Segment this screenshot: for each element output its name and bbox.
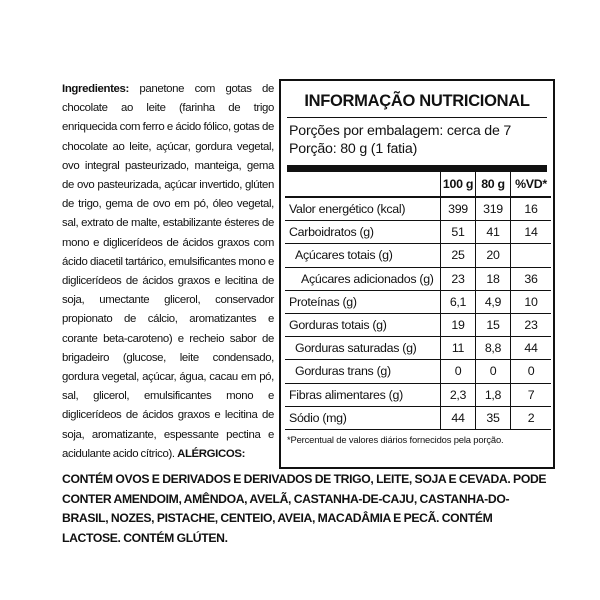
value-vd: 36: [511, 267, 552, 290]
nutrient-name: Gorduras saturadas (g): [285, 337, 441, 360]
value-80g: 35: [476, 406, 511, 429]
value-vd: 0: [511, 360, 552, 383]
nutrient-name: Gorduras totais (g): [285, 313, 441, 336]
nutrient-name: Açúcares adicionados (g): [285, 267, 441, 290]
table-row: [285, 221, 551, 244]
value-80g: 4,9: [476, 290, 511, 313]
nutrition-title: INFORMAÇÃO NUTRICIONAL: [304, 92, 530, 110]
value-100g: 6,1: [441, 290, 476, 313]
value-vd: 10: [511, 290, 552, 313]
table-row: [285, 406, 551, 429]
table-row: [285, 244, 551, 267]
value-100g: 51: [441, 221, 476, 244]
value-vd: 2: [511, 406, 552, 429]
table-row: [285, 267, 551, 290]
nutrition-facts-panel: [279, 79, 555, 469]
table-row: [285, 197, 551, 221]
value-vd: 44: [511, 337, 552, 360]
ingredients-paragraph: [62, 80, 274, 464]
nutrient-name: Açúcares totais (g): [285, 244, 441, 267]
value-80g: 8,8: [476, 337, 511, 360]
allergens-text: CONTÉM OVOS E DERIVADOS E DERIVADOS DE TRIGO, LEITE, SOJA E CEVADA. PODE CONTER AMENDOIM, AMÊNDOA, AVELÃ, CASTANHA-DE-CAJU, CASTANHA-DO-BRASIL, NOZES, PISTACHE, CENTEIO, AVEIA, MACADÂMIA E PECÃ. CONTÉM LACTOSE. CONTÉM GLÚTEN.: [62, 472, 547, 545]
nutrition-table: [285, 172, 551, 430]
footnote: *Percentual de valores diários fornecidos pela porção.: [287, 433, 504, 445]
nutrient-name: Gorduras trans (g): [285, 360, 441, 383]
value-100g: 44: [441, 406, 476, 429]
ingredients-text: panetone com gotas de chocolate ao leite (farinha de trigo enriquecida com ferro e ácido fólico, gotas de chocolate ao leite, açúcar, gordura vegetal, ovo integral pasteurizado, manteiga, gema de ovo pasteurizada, açúcar invertido, glúten de trigo, gema de ovo em pó, óleo vegetal, sal, extrato de malte, estabilizante ésteres de mono e diglicerídeos de ácidos graxos com ácido diacetil tartárico, emulsificantes mono e diglicerídeos de ácidos graxos e lecitina de soja, umectante glicerol, conservador propionato de cálcio, aromatizantes e corante beta-caroteno) e recheio sabor de brigadeiro (glucose, leite condensado, gordura vegetal, açúcar, água, cacau em pó, sal, glicerol, emulsificantes mono e diglicerídeos de ácidos graxos e lecitina de soja, aromatizante, espessante pectina e acidulante acido cítrico).: [62, 83, 274, 460]
table-row: [285, 337, 551, 360]
value-vd: 16: [511, 197, 552, 221]
thick-divider: [287, 165, 547, 172]
table-row: [285, 313, 551, 336]
value-100g: 25: [441, 244, 476, 267]
serving-size: Porção: 80 g (1 fatia): [289, 141, 418, 157]
value-vd: 7: [511, 383, 552, 406]
nutrient-name: Sódio (mg): [285, 406, 441, 429]
value-80g: 0: [476, 360, 511, 383]
table-row: [285, 290, 551, 313]
header-80g: 80 g: [476, 172, 511, 197]
header-vd: %VD*: [511, 172, 552, 197]
value-100g: 0: [441, 360, 476, 383]
value-vd: [511, 244, 552, 267]
value-100g: 2,3: [441, 383, 476, 406]
value-100g: 23: [441, 267, 476, 290]
table-row: [285, 360, 551, 383]
value-80g: 319: [476, 197, 511, 221]
value-80g: 1,8: [476, 383, 511, 406]
value-100g: 11: [441, 337, 476, 360]
header-nutrient: [285, 172, 441, 197]
nutrient-name: Fibras alimentares (g): [285, 383, 441, 406]
nutrient-name: Valor energético (kcal): [285, 197, 441, 221]
header-100g: 100 g: [441, 172, 476, 197]
value-vd: 23: [511, 313, 552, 336]
servings-per-package: Porções por embalagem: cerca de 7: [289, 123, 512, 139]
table-row: [285, 383, 551, 406]
value-80g: 41: [476, 221, 511, 244]
value-vd: 14: [511, 221, 552, 244]
nutrient-name: Proteínas (g): [285, 290, 441, 313]
value-80g: 15: [476, 313, 511, 336]
table-header-row: [285, 172, 551, 197]
ingredients-label: Ingredientes:: [62, 83, 129, 95]
value-100g: 399: [441, 197, 476, 221]
nutrition-rows: [285, 197, 551, 429]
nutrient-name: Carboidratos (g): [285, 221, 441, 244]
value-100g: 19: [441, 313, 476, 336]
value-80g: 20: [476, 244, 511, 267]
value-80g: 18: [476, 267, 511, 290]
allergens-label: ALÉRGICOS:: [177, 447, 246, 460]
